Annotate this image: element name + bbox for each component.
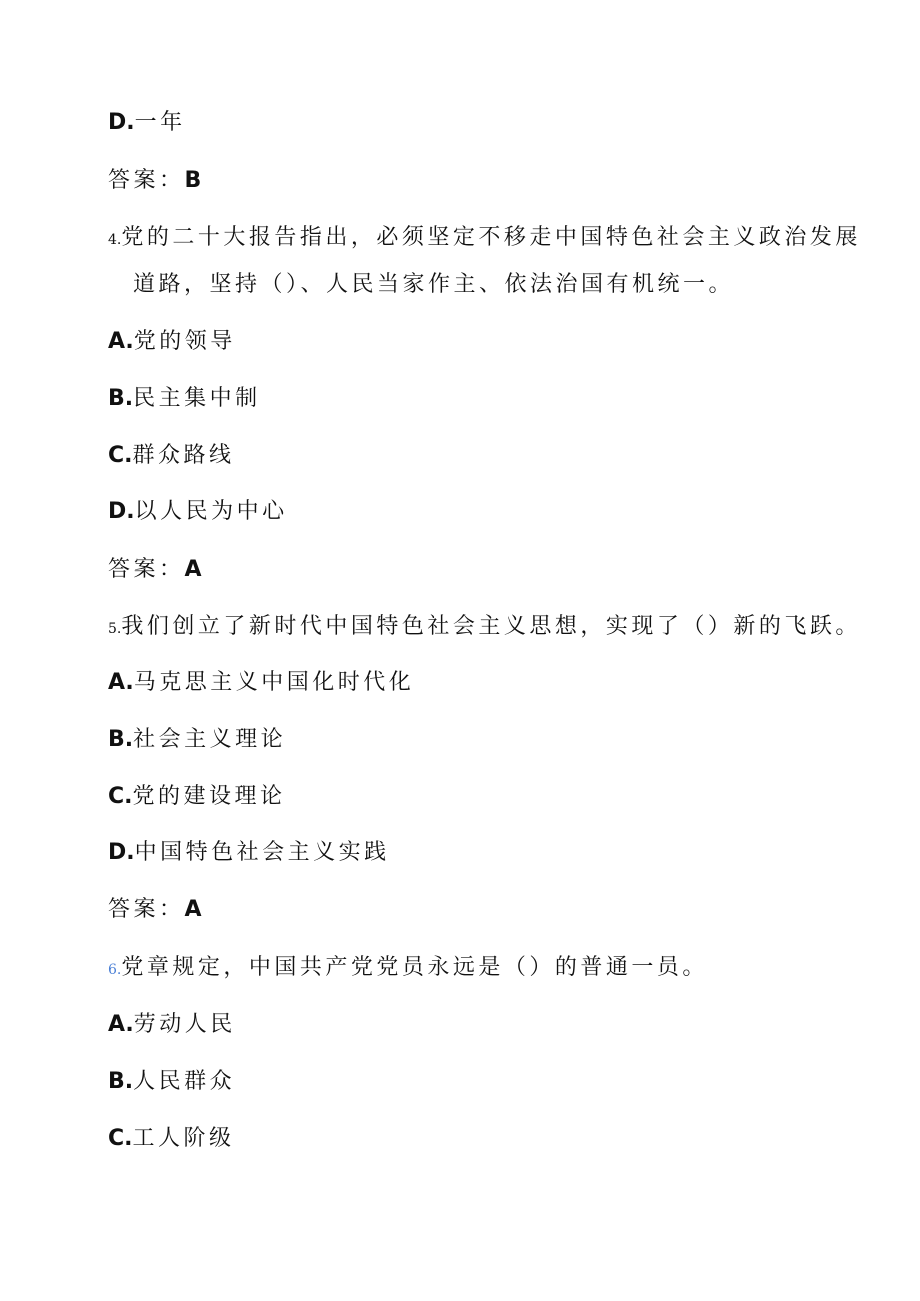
q6-question-line1 [108,953,708,985]
option-letter: B. [108,386,134,411]
q4-option-c [108,441,235,471]
q5-option-d [108,838,390,868]
option-letter: C. [108,443,133,468]
q5-option-a [108,668,414,698]
question-number: 4. [108,232,122,248]
answer-value: A [184,897,202,922]
option-letter: D. [108,110,135,135]
option-text: 中国特色社会主义实践 [134,840,390,865]
option-letter: C. [108,1126,133,1151]
q3-answer [108,166,201,196]
option-letter: A. [108,329,134,354]
q4-answer [108,555,202,585]
q5-question-line1 [108,612,861,644]
answer-value: A [184,557,202,582]
q6-option-a [108,1010,236,1040]
option-text: 民主集中制 [133,386,261,411]
option-letter: A. [108,670,134,695]
q5-option-b [108,725,286,755]
option-text: 马克思主义中国化时代化 [133,670,415,695]
question-text: 党章规定，中国共产党党员永远是（）的普通一员。 [121,955,708,980]
q6-option-c [108,1124,235,1154]
option-text: 党的领导 [133,329,236,354]
option-text: 党的建设理论 [132,784,286,809]
option-text: 社会主义理论 [133,727,287,752]
option-letter: B. [108,1069,134,1094]
q3-option-d [108,108,186,138]
q4-option-a [108,327,236,357]
option-text: 人民群众 [133,1069,236,1094]
question-text: 党的二十大报告指出，必须坚定不移走中国特色社会主义政治发展 [121,225,861,250]
answer-value: B [184,168,202,193]
option-letter: B. [108,727,134,752]
option-letter: C. [108,784,133,809]
q5-answer [108,895,202,925]
answer-label: 答案： [108,168,185,193]
option-text: 工人阶级 [132,1126,235,1151]
q6-option-b [108,1067,235,1097]
q5-option-c [108,782,286,812]
option-text: 群众路线 [132,443,235,468]
option-text: 一年 [134,110,186,135]
question-text: 我们创立了新时代中国特色社会主义思想，实现了（）新的飞跃。 [121,614,861,639]
q4-option-d [108,497,288,527]
option-text: 劳动人民 [133,1012,236,1037]
question-number: 5. [108,621,122,637]
q4-question-line2 [133,270,734,300]
question-text: 道路，坚持（）、人民当家作主、依法治国有机统一。 [133,272,735,297]
option-letter: A. [108,1012,134,1037]
answer-label: 答案： [108,557,185,582]
option-text: 以人民为中心 [134,499,288,524]
answer-label: 答案： [108,897,185,922]
question-number: 6. [108,962,122,978]
q4-option-b [108,384,261,414]
option-letter: D. [108,840,135,865]
q4-question-line1 [108,223,861,255]
option-letter: D. [108,499,135,524]
